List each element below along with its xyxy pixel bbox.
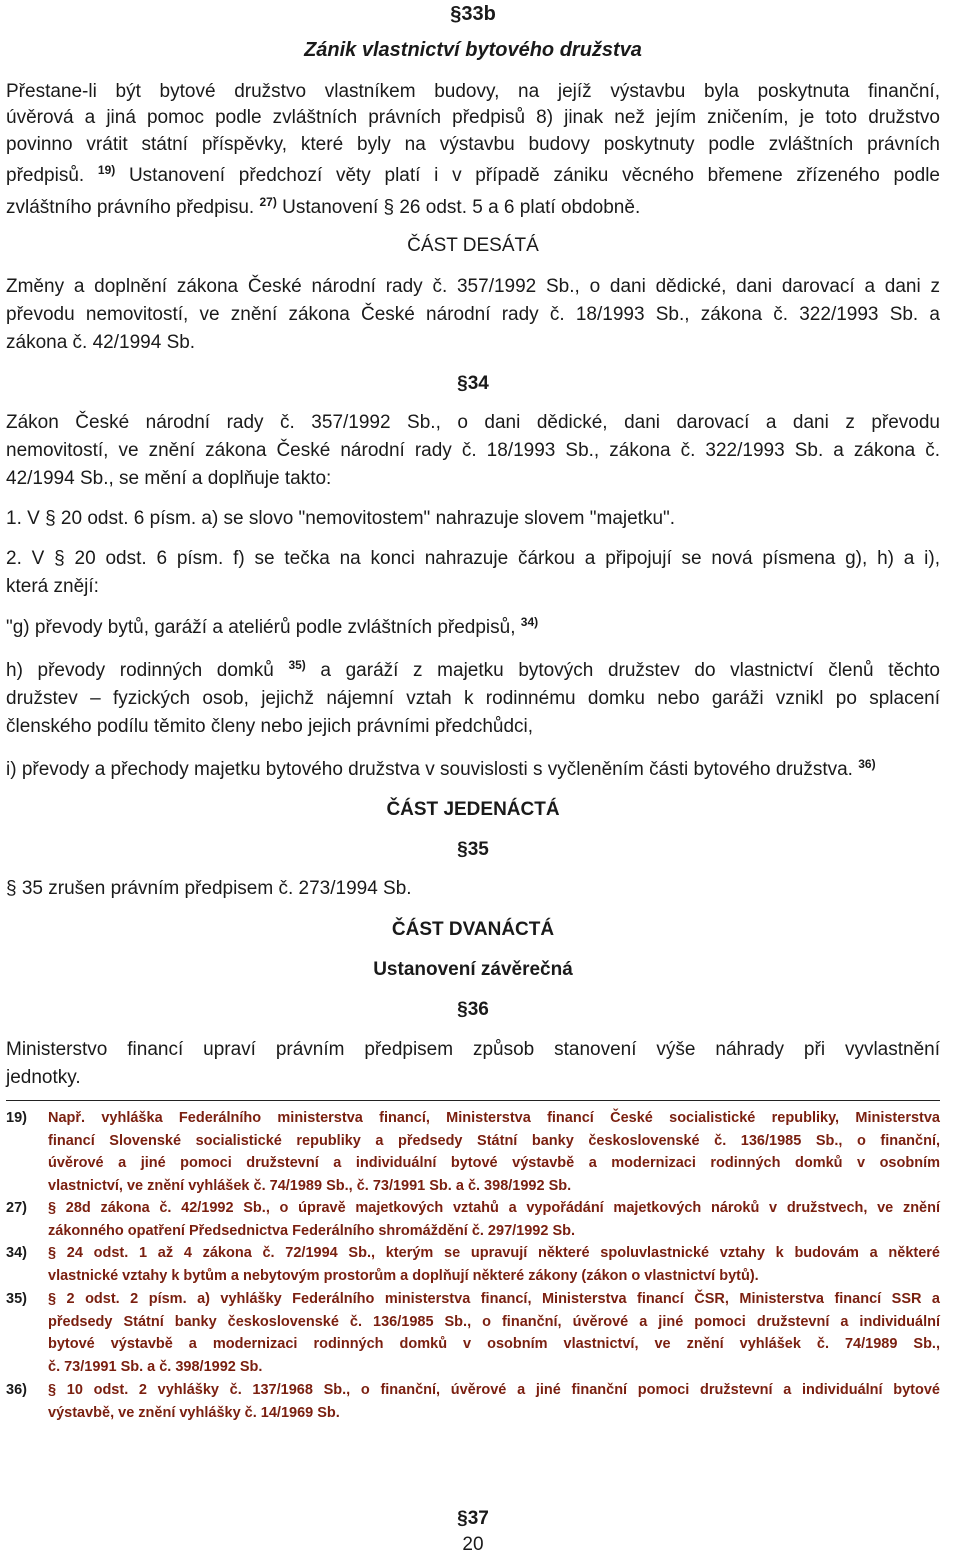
footnote-separator [6,1100,940,1101]
footnote-36 [6,1379,940,1424]
footnote-line: § 10 odst. 2 vyhlášky č. 137/1968 Sb., o finanční, úvěrové a jiné finanční pomoci družstevní a individuální bytové [48,1382,940,1398]
section-34-item-1: 1. V § 20 odst. 6 písm. a) se slovo "nemovitostem" nahrazuje slovem "majetku". [6,508,676,529]
footnote-line: § 2 odst. 2 písm. a) vyhlášky Federálního ministerstva financí, Ministerstva financí ČSR, Ministerstva financí SSR a [48,1291,940,1307]
section-36-line-1: Ministerstvo financí upraví právním předpisem způsob stanovení výše náhrady při vyvlastnění [6,1039,940,1060]
section-33b-line-3: povinno vrátit státní příspěvky, které byly na výstavbu budovy poskytnuty podle zvláštních právních [6,134,940,155]
footnote-ref-36[interactable]: 36) [858,757,876,771]
section-34-letter-i: i) převody a přechody majetku bytového družstva v souvislosti s vyčleněním části bytového družstva. $^{36)}$ [6,757,876,780]
footnote-ref-19[interactable]: 19) [97,163,116,177]
section-34-heading: §34 [457,373,489,394]
footnote-line: vlastnické vztahy k bytům a nebytovým prostorům a doplňují některé zákony (zákon o vlastnictví bytů). [48,1267,759,1284]
footnote-line: zákonného opatření Předsednictva Federálního shromáždění č. 297/1992 Sb. [48,1222,575,1239]
footnote-27 [6,1197,940,1242]
part-12-title: Ustanovení závěrečná [373,959,573,980]
footnote-line: č. 73/1991 Sb. a č. 398/1992 Sb. [48,1358,263,1375]
section-34-intro-line-3: 42/1994 Sb., se mění a doplňuje takto: [6,468,332,489]
section-35-heading: §35 [457,839,489,860]
footnote-ref-34[interactable]: 34) [520,615,539,629]
section-37-heading: §37 [457,1508,489,1529]
footnote-line: financí Slovenské socialistické republiky a předsedy Státní banky československé č. 136/1985 Sb., o finanční, [48,1132,940,1149]
section-35-repealed: § 35 zrušen právním předpisem č. 273/1994 Sb. [6,878,412,899]
section-34-letter-h-line-3: členského podílu těmito členy nebo jejich právními předchůdci, [6,716,534,737]
part-10-title-line-1: Změny a doplnění zákona České národní rady č. 357/1992 Sb., o dani dědické, dani darovací a dani z [6,276,940,297]
footnote-ref-27[interactable]: 27) [259,195,277,209]
footnote-ref-35[interactable]: 35) [288,658,306,672]
section-33b-line-4: předpisů. $^{19)}$ Ustanovení předchozí věty platí i v případě zániku věcného břemene zřízeného podle [6,163,940,186]
footnote-line: předsedy Státní banky československé č. 136/1985 Sb., o finanční, úvěrové a jiné pomoci družstevní a individuální [48,1313,940,1330]
section-34-intro-line-1: Zákon České národní rady č. 357/1992 Sb., o dani dědické, dani darovací a dani z převodu [6,412,940,433]
part-10-title-line-3: zákona č. 42/1994 Sb. [6,332,196,353]
part-10-heading: ČÁST DESÁTÁ [407,235,539,256]
footnote-line: § 24 odst. 1 až 4 zákona č. 72/1994 Sb., kterým se upravují některé spoluvlastnické vztahy k budovám a některé [48,1245,940,1261]
section-33b-title: Zánik vlastnictví bytového družstva [304,39,642,61]
footnote-line: úvěrové a jiné pomoci družstevní a individuální bytové výstavbě a modernizaci rodinných domků v osobním [48,1155,940,1172]
section-33b-line-2: úvěrová a jiná pomoc podle zvláštních právních předpisů 8) jinak než jejím zničením, je toto družstvo [6,107,940,128]
footnote-line: § 28d zákona č. 42/1992 Sb., o úpravě majetkových vztahů a vypořádání majetkových nároků v družstvech, ve znění [48,1200,940,1216]
section-34-letter-h-line-2: družstev – fyzických osob, jejichž nájemní vztah k rodinnému domku nebo garáži vznikl po splacení [6,688,940,709]
footnote-line: výstavbě, ve znění vyhlášky č. 14/1969 Sb. [48,1404,340,1421]
section-34-letter-g: "g) převody bytů, garáží a ateliérů podle zvláštních předpisů, $^{34)}$ [6,615,539,638]
footnote-34 [6,1242,940,1287]
section-33b-heading: §33b [450,3,496,25]
footnote-line: Např. vyhláška Federálního ministerstva financí, Ministerstva financí České socialistické republiky, Ministerstva [48,1110,940,1126]
part-12-heading: ČÁST DVANÁCTÁ [391,919,555,940]
footnote-number: 19) [6,1110,27,1126]
section-36-heading: §36 [457,999,489,1020]
part-10-title-line-2: převodu nemovitostí, ve znění zákona České národní rady č. 18/1993 Sb., zákona č. 322/1993 Sb. a [6,304,940,325]
footnote-19 [6,1107,940,1197]
section-34-letter-h-line-1: h) převody rodinných domků $^{35)}$ a garáží z majetku bytových družstev do vlastnictví členů těchto [6,658,940,681]
section-34-item-2-line-1: 2. V § 20 odst. 6 písm. f) se tečka na konci nahrazuje čárkou a připojují se nová písmena g), h) a i), [6,548,940,569]
page-number: 20 [462,1534,484,1555]
section-34-item-2-line-2: která znějí: [6,576,99,597]
footnote-number: 27) [6,1200,27,1216]
footnote-line: vlastnictví, ve znění vyhlášek č. 74/1989 Sb., č. 73/1991 Sb. a č. 398/1992 Sb. [48,1177,572,1194]
section-33b-line-1: Přestane-li být bytové družstvo vlastníkem budovy, na jejíž výstavbu byla poskytnuta finanční, [6,81,940,102]
section-33b-line-5: zvláštního právního předpisu. $^{27)}$ Ustanovení § 26 odst. 5 a 6 platí obdobně. [6,195,641,218]
part-11-heading: ČÁST JEDENÁCTÁ [386,799,560,820]
footnote-number: 36) [6,1382,27,1398]
footnote-line: bytové výstavbě a modernizaci rodinných domků v osobním vlastnictví, ve znění vyhlášek č. 74/1989 Sb., [48,1336,940,1353]
section-36-line-2: jednotky. [6,1067,81,1088]
footnote-35 [6,1288,940,1378]
footnote-number: 34) [6,1245,27,1261]
section-34-intro-line-2: nemovitostí, ve znění zákona České národní rady č. 18/1993 Sb., zákona č. 322/1993 Sb. a zákona č. [6,440,940,461]
footnote-number: 35) [6,1291,27,1307]
